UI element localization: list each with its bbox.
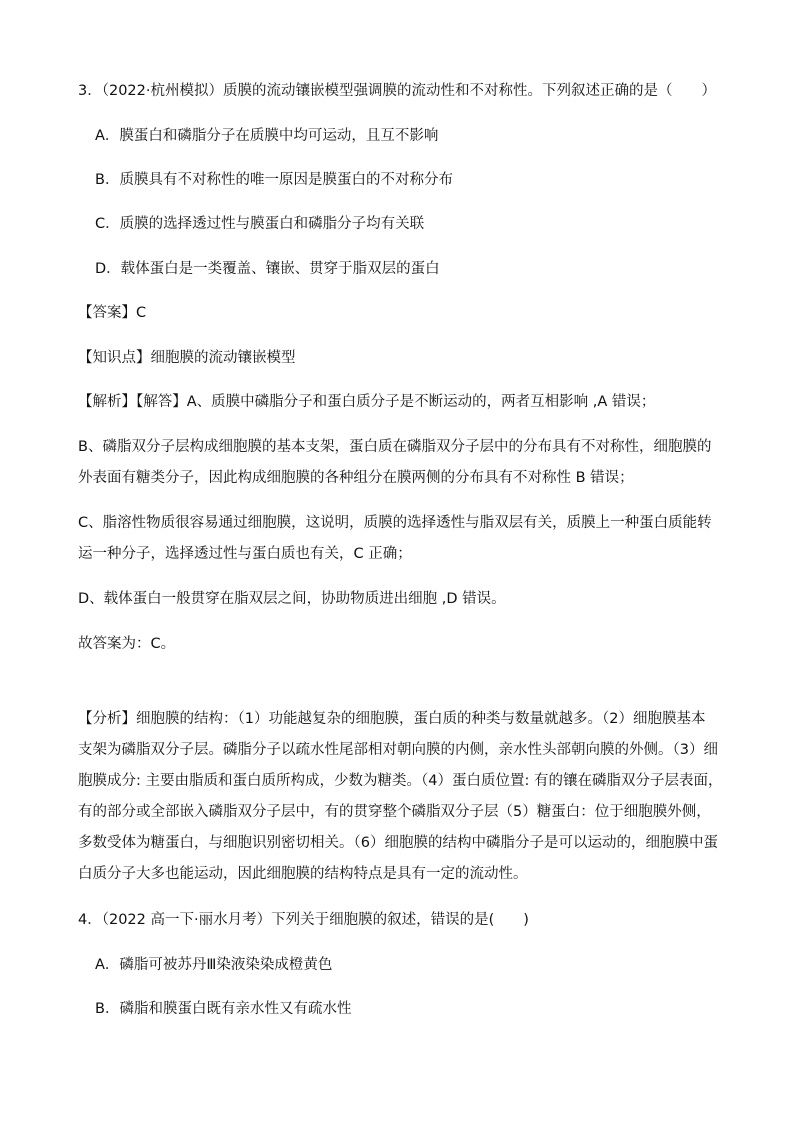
question-3-conclusion: 故答案为：C。 — [78, 636, 176, 652]
question-3-knowledge-point: 【知识点】细胞膜的流动镶嵌模型 — [78, 350, 296, 366]
question-3-option-d: D．载体蛋白是一类覆盖、镶嵌、贯穿于脂双层的蛋白 — [95, 261, 440, 277]
question-3-option-a: A．膜蛋白和磷脂分子在质膜中均可运动，且互不影响 — [95, 128, 439, 144]
question-3-fenxi-line-2: 支架为磷脂双分子层。磷脂分子以疏水性尾部相对朝向膜的内侧，亲水性头部朝向膜的外侧。（3）细 — [78, 742, 718, 758]
question-3-option-c: C．质膜的选择透过性与膜蛋白和磷脂分子均有关联 — [95, 216, 425, 232]
question-3-option-b: B．质膜具有不对称性的唯一原因是膜蛋白的不对称分布 — [95, 172, 453, 188]
question-3-fenxi-line-5: 多数受体为糖蛋白，与细胞识别密切相关。（6）细胞膜的结构中磷脂分子是可以运动的，细胞膜中蛋 — [78, 835, 718, 851]
question-3-analysis-b-line-2: 外表面有糖类分子，因此构成细胞膜的各种组分在膜两侧的分布具有不对称性 B 错误； — [78, 470, 634, 486]
question-3-fenxi-line-3: 胞膜成分: 主要由脂质和蛋白质所构成，少数为糖类。（4）蛋白质位置: 有的镶在磷脂双分子层表面， — [78, 773, 723, 789]
question-3-fenxi-line-6: 白质分子大多也能运动，因此细胞膜的结构特点是具有一定的流动性。 — [78, 866, 528, 882]
question-3-analysis-c-line-1: C、脂溶性物质很容易通过细胞膜，这说明，质膜的选择透性与脂双层有关，质膜上一种蛋白质能转 — [78, 515, 712, 531]
question-3-fenxi-line-1: 【分析】细胞膜的结构：（1）功能越复杂的细胞膜，蛋白质的种类与数量就越多。（2）细胞膜基本 — [78, 711, 706, 727]
question-3-analysis-a: 【解析】【解答】A、质膜中磷脂分子和蛋白质分子是不断运动的，两者互相影响 ,A 错误； — [78, 394, 656, 410]
question-4-option-a: A．磷脂可被苏丹Ⅲ染液染染成橙黄色 — [95, 957, 333, 973]
question-3-stem: 3．（2022·杭州模拟）质膜的流动镶嵌模型强调膜的流动性和不对称性。下列叙述正确的是（ ） — [78, 83, 716, 99]
question-3-fenxi-line-4: 有的部分或全部嵌入磷脂双分子层中，有的贯穿整个磷脂双分子层（5）糖蛋白：位于细胞膜外侧， — [78, 804, 711, 820]
question-3-answer: 【答案】C — [78, 305, 147, 321]
question-4-option-b: B．磷脂和膜蛋白既有亲水性又有疏水性 — [95, 1001, 352, 1017]
question-3-analysis-d: D、载体蛋白一般贯穿在脂双层之间，协助物质进出细胞 ,D 错误。 — [78, 591, 506, 607]
question-3-analysis-c-line-2: 运一种分子，选择透过性与蛋白质也有关，C 正确； — [78, 546, 412, 562]
question-4-stem: 4．（2022 高一下·丽水月考）下列关于细胞膜的叙述，错误的是( ) — [78, 912, 529, 928]
question-3-analysis-b-line-1: B、磷脂双分子层构成细胞膜的基本支架，蛋白质在磷脂双分子层中的分布具有不对称性，细胞膜的 — [78, 439, 712, 455]
